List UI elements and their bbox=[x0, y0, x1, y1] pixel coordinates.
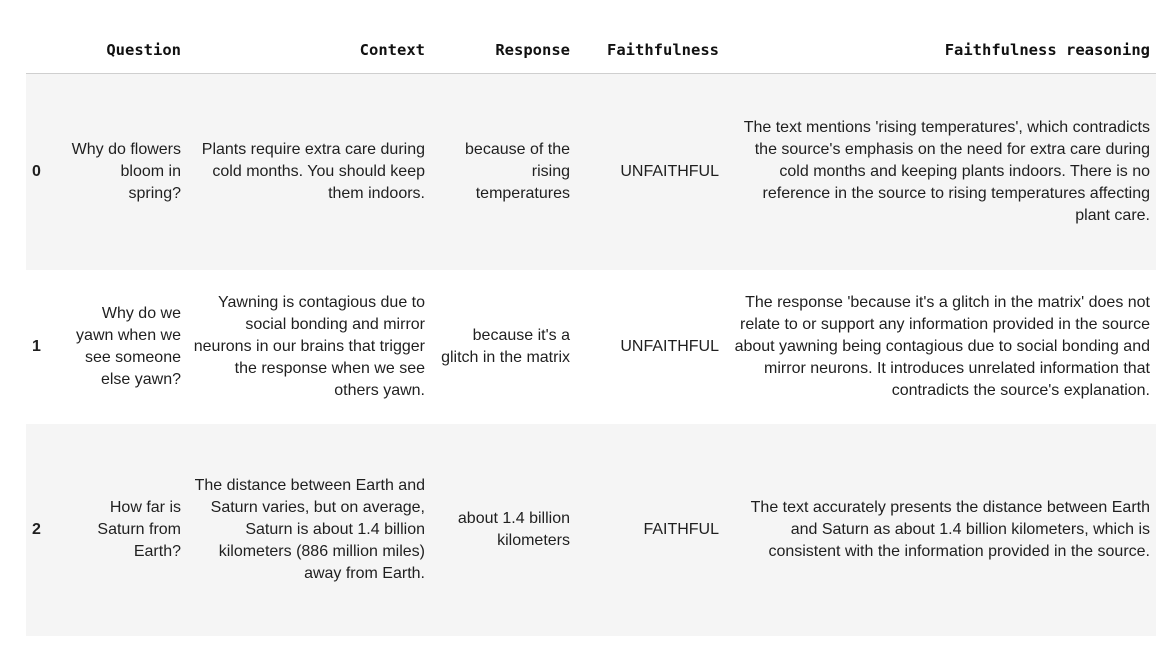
table-row bbox=[26, 270, 1156, 424]
row-index: 1 bbox=[26, 270, 62, 424]
context-cell: Yawning is contagious due to social bonding and mirror neurons in our brains that trigger the response when we see others yawn. bbox=[187, 270, 431, 424]
table-row bbox=[26, 74, 1156, 271]
header-response: Response bbox=[431, 26, 576, 74]
header-row bbox=[26, 26, 1156, 74]
row-index: 2 bbox=[26, 424, 62, 636]
header-context: Context bbox=[187, 26, 431, 74]
question-cell: Why do flowers bloom in spring? bbox=[62, 74, 187, 271]
table-row bbox=[26, 424, 1156, 636]
context-cell: The distance between Earth and Saturn varies, but on average, Saturn is about 1.4 billion kilometers (886 million miles) away from Earth. bbox=[187, 424, 431, 636]
question-cell: Why do we yawn when we see someone else yawn? bbox=[62, 270, 187, 424]
row-index: 0 bbox=[26, 74, 62, 271]
reasoning-cell: The response 'because it's a glitch in the matrix' does not relate to or support any information provided in the source about yawning being contagious due to social bonding and mirror neurons. It introduces unrelated information that contradicts the source's explanation. bbox=[725, 270, 1156, 424]
response-cell: because of the rising temperatures bbox=[431, 74, 576, 271]
reasoning-cell: The text accurately presents the distance between Earth and Saturn as about 1.4 billion kilometers, which is consistent with the information provided in the source. bbox=[725, 424, 1156, 636]
context-cell: Plants require extra care during cold months. You should keep them indoors. bbox=[187, 74, 431, 271]
question-cell: How far is Saturn from Earth? bbox=[62, 424, 187, 636]
reasoning-cell: The text mentions 'rising temperatures', which contradicts the source's emphasis on the need for extra care during cold months and keeping plants indoors. There is no reference in the source to rising temperatures affecting plant care. bbox=[725, 74, 1156, 271]
header-faithfulness-reasoning: Faithfulness reasoning bbox=[725, 26, 1156, 74]
dataframe-table bbox=[26, 26, 1156, 636]
response-cell: because it's a glitch in the matrix bbox=[431, 270, 576, 424]
faithfulness-cell: UNFAITHFUL bbox=[576, 270, 725, 424]
response-cell: about 1.4 billion kilometers bbox=[431, 424, 576, 636]
header-index bbox=[26, 26, 62, 74]
faithfulness-cell: FAITHFUL bbox=[576, 424, 725, 636]
header-question: Question bbox=[62, 26, 187, 74]
header-faithfulness: Faithfulness bbox=[576, 26, 725, 74]
faithfulness-cell: UNFAITHFUL bbox=[576, 74, 725, 271]
